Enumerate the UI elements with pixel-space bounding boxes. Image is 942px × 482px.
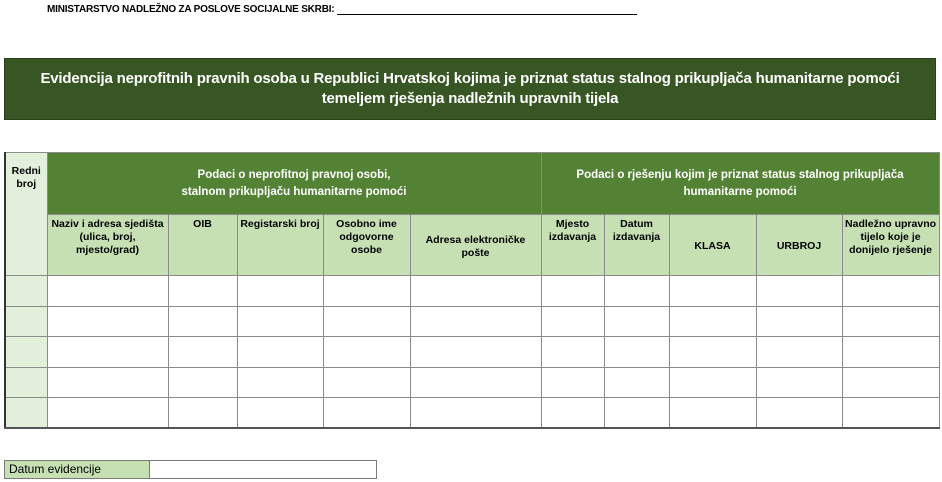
table-cell[interactable]: [669, 398, 756, 429]
table-cell[interactable]: [168, 337, 237, 368]
title-line-1: Evidencija neprofitnih pravnih osoba u Republici Hrvatskoj kojima je priznat status stalnog prikupljača humanitarne pomoći: [40, 70, 900, 87]
datum-evidencije-input[interactable]: [150, 461, 376, 478]
col-oib: OIB: [168, 215, 237, 276]
page-title: [4, 58, 936, 120]
group1-line1: Podaci o neprofitnoj pravnoj osobi,: [197, 168, 391, 181]
table-cell[interactable]: [604, 276, 669, 307]
table-cell[interactable]: [237, 306, 323, 337]
table-row: [5, 398, 939, 429]
table-cell[interactable]: [237, 367, 323, 398]
table-cell[interactable]: [669, 276, 756, 307]
title-line-2: temeljem rješenja nadležnih upravnih tijela: [321, 90, 619, 107]
datum-evidencije-label: Datum evidencije: [5, 461, 150, 478]
table-cell[interactable]: [410, 367, 541, 398]
table-cell[interactable]: [47, 306, 168, 337]
col-odgovorna-osoba: Osobno ime odgovorne osobe: [323, 215, 410, 276]
col-klasa: KLASA: [669, 215, 756, 276]
table-cell[interactable]: [756, 367, 842, 398]
ministry-label: [47, 4, 637, 15]
header-redni-broj: Redni broj: [5, 153, 47, 276]
datum-evidencije-field: [4, 460, 377, 479]
table-cell[interactable]: [323, 306, 410, 337]
table-cell[interactable]: [604, 337, 669, 368]
table-cell[interactable]: [237, 276, 323, 307]
table-cell[interactable]: [237, 398, 323, 429]
table-cell[interactable]: [604, 306, 669, 337]
ministry-label-text: MINISTARSTVO NADLEŽNO ZA POSLOVE SOCIJALNE SKRBI:: [47, 4, 335, 15]
table-row: [5, 367, 939, 398]
table-cell[interactable]: [168, 306, 237, 337]
table-cell[interactable]: [842, 398, 939, 429]
table-cell[interactable]: [47, 276, 168, 307]
col-nadlezno-tijelo: Nadležno upravno tijelo koje je donijelo rješenje: [842, 215, 939, 276]
table-row: [5, 306, 939, 337]
table-cell[interactable]: [168, 398, 237, 429]
table-cell[interactable]: [323, 398, 410, 429]
header-group-legal-entity: [47, 153, 541, 215]
table-cell[interactable]: [410, 306, 541, 337]
row-number-cell[interactable]: [5, 306, 47, 337]
table-cell[interactable]: [410, 398, 541, 429]
table-cell[interactable]: [669, 337, 756, 368]
col-email: Adresa elektroničke pošte: [410, 215, 541, 276]
col-urbroj: URBROJ: [756, 215, 842, 276]
table-row: [5, 276, 939, 307]
table-cell[interactable]: [410, 337, 541, 368]
table-cell[interactable]: [47, 367, 168, 398]
table-cell[interactable]: [842, 276, 939, 307]
table-cell[interactable]: [237, 337, 323, 368]
table-cell[interactable]: [541, 276, 604, 307]
table-cell[interactable]: [756, 398, 842, 429]
col-mjesto-izdavanja: Mjesto izdavanja: [541, 215, 604, 276]
table-cell[interactable]: [541, 306, 604, 337]
table-cell[interactable]: [323, 367, 410, 398]
col-naziv: Naziv i adresa sjedišta (ulica, broj, mjesto/grad): [47, 215, 168, 276]
table-cell[interactable]: [168, 367, 237, 398]
table-cell[interactable]: [47, 337, 168, 368]
group1-line2: stalnom prikupljaču humanitarne pomoći: [181, 185, 407, 198]
header-group-decision: [541, 153, 939, 215]
table-cell[interactable]: [604, 367, 669, 398]
table-cell[interactable]: [323, 276, 410, 307]
table-cell[interactable]: [842, 306, 939, 337]
table-cell[interactable]: [541, 367, 604, 398]
col-datum-izdavanja: Datum izdavanja: [604, 215, 669, 276]
row-number-cell[interactable]: [5, 367, 47, 398]
table-cell[interactable]: [604, 398, 669, 429]
col-registarski-broj: Registarski broj: [237, 215, 323, 276]
table-cell[interactable]: [842, 367, 939, 398]
table-cell[interactable]: [669, 367, 756, 398]
table-cell[interactable]: [756, 337, 842, 368]
row-number-cell[interactable]: [5, 276, 47, 307]
evidence-table: [4, 152, 940, 429]
table-cell[interactable]: [168, 276, 237, 307]
table-row: [5, 337, 939, 368]
table-cell[interactable]: [323, 337, 410, 368]
group2-line2: humanitarne pomoći: [683, 185, 797, 198]
table-cell[interactable]: [756, 306, 842, 337]
table-cell[interactable]: [47, 398, 168, 429]
group2-line1: Podaci o rješenju kojim je priznat status stalnog prikupljača: [576, 168, 904, 181]
table-cell[interactable]: [410, 276, 541, 307]
table-cell[interactable]: [541, 337, 604, 368]
table-cell[interactable]: [842, 337, 939, 368]
table-cell[interactable]: [669, 306, 756, 337]
ministry-input-line[interactable]: [337, 5, 637, 15]
row-number-cell[interactable]: [5, 337, 47, 368]
table-cell[interactable]: [541, 398, 604, 429]
table-cell[interactable]: [756, 276, 842, 307]
row-number-cell[interactable]: [5, 398, 47, 429]
